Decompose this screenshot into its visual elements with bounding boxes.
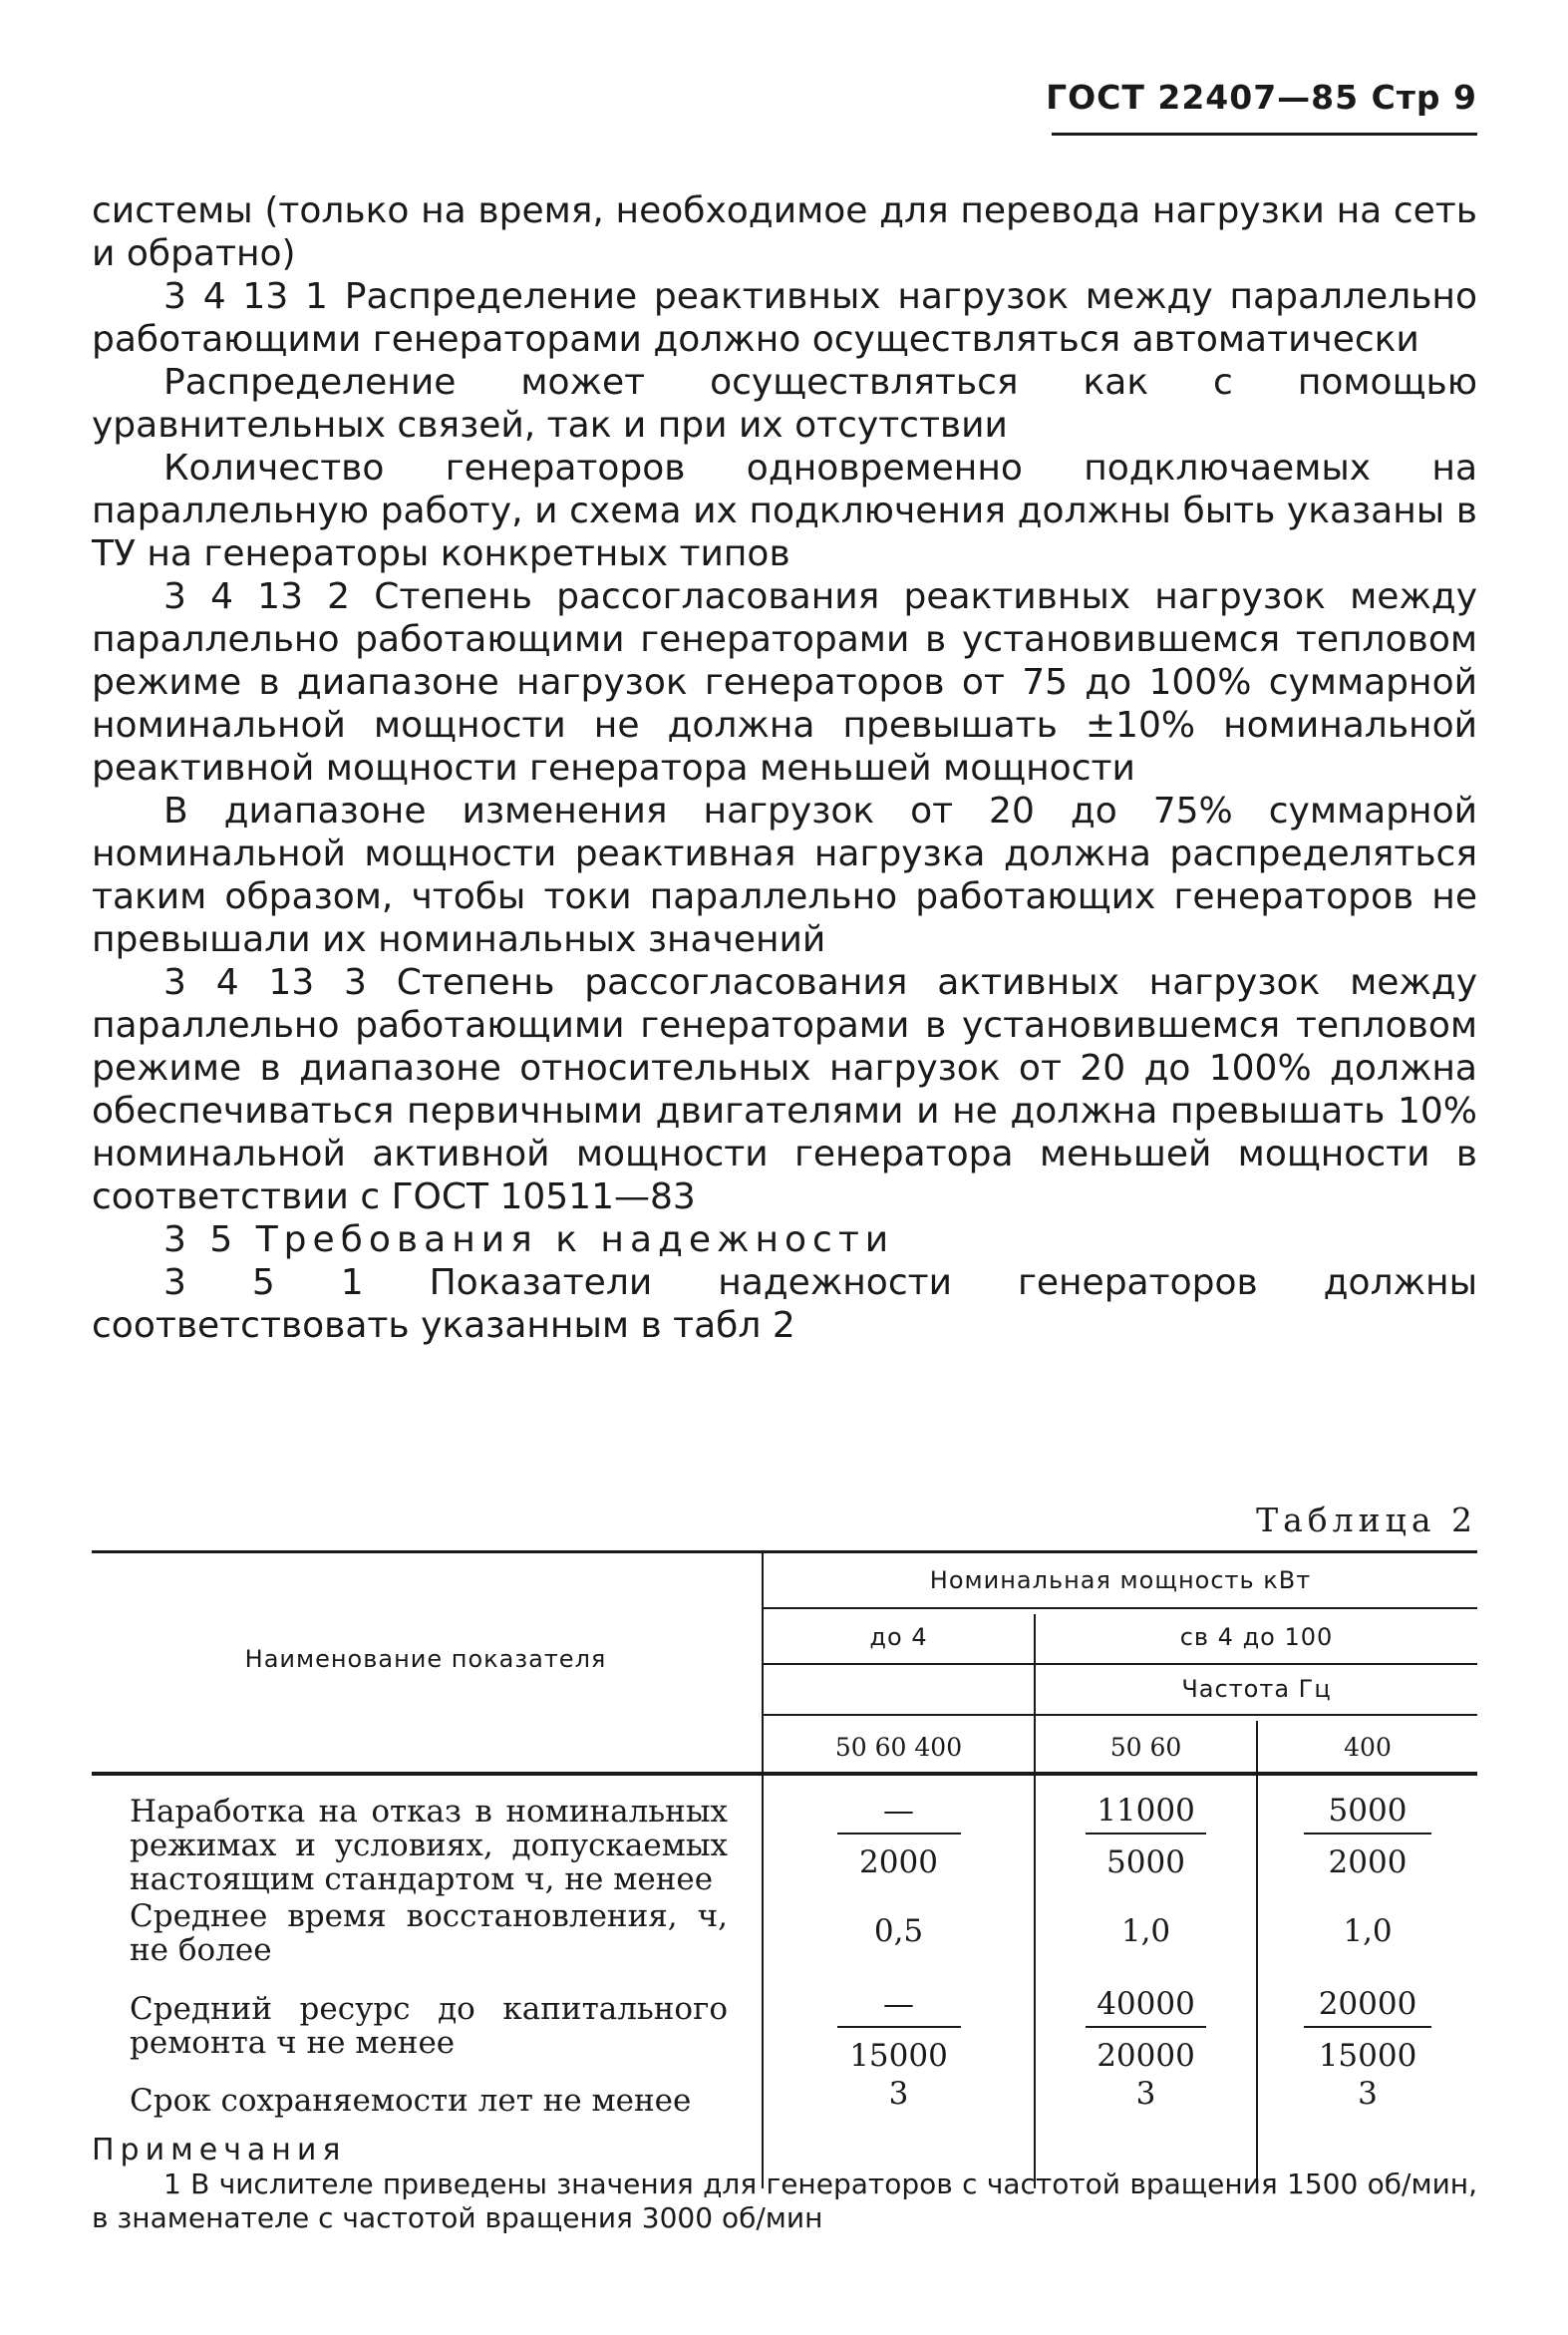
value-recovery-c: 1,0: [1343, 1913, 1393, 1949]
table-top-rule: [92, 1550, 1477, 1553]
freq-400: 400: [1344, 1733, 1392, 1762]
table-vline: [1256, 1721, 1258, 2188]
table-notes: [92, 2134, 1477, 2235]
table-header-bottom-rule: [92, 1772, 1477, 1776]
header-rule: [1052, 133, 1477, 136]
value-recovery-b: 1,0: [1120, 1913, 1171, 1949]
header-indicator: Наименование показателя: [244, 1645, 607, 1673]
paragraph: 3 5 1 Показатели надежности генераторов должны соответствовать указанным в табл 2: [92, 1262, 1477, 1346]
page-header: ГОСТ 22407—85 Стр 9: [1046, 78, 1477, 117]
value-numerator: —: [883, 1793, 914, 1829]
row-label-recovery: Среднее время восстановления, ч, не более: [130, 1898, 728, 1968]
value-storage-c: 3: [1358, 2076, 1378, 2112]
section-heading: 3 5 Требования к надежности: [163, 1219, 895, 1260]
row-label-mtbf: Наработка на отказ в номинальных режимах и условиях, допускаемых настоящим стандартом ч, не менее: [130, 1794, 728, 1897]
value-storage-b: 3: [1135, 2076, 1156, 2112]
value-denominator: 20000: [1097, 2038, 1195, 2074]
value-denominator: 2000: [1328, 1844, 1408, 1880]
value-denominator: 5000: [1106, 1844, 1185, 1880]
notes-title: Примечания: [92, 2133, 347, 2168]
note-1: 1 В числителе приведены значения для генераторов с частотой вращения 1500 об/мин, в знаменателе с частотой вращения 3000 об/мин: [92, 2168, 1477, 2234]
value-numerator: 11000: [1097, 1793, 1195, 1829]
header-power: Номинальная мощность кВт: [929, 1566, 1312, 1594]
table-hline: [764, 1663, 1477, 1665]
reliability-table: [92, 1550, 1477, 2193]
fraction-line: [837, 1833, 961, 1835]
freq-50-60-400: 50 60 400: [834, 1733, 963, 1762]
value-numerator: 20000: [1318, 1986, 1417, 2022]
fraction-line: [1086, 2026, 1206, 2028]
header-up-to-4: до 4: [869, 1623, 928, 1651]
value-numerator: 5000: [1328, 1793, 1408, 1829]
freq-50-60: 50 60: [1109, 1733, 1182, 1762]
value-denominator: 2000: [859, 1844, 938, 1880]
paragraph: В диапазоне изменения нагрузок от 20 до 75% суммарной номинальной мощности реактивная нагрузка должна распределяться таким образом, чтобы токи параллельно работающих генераторов не превышали их номинальных значений: [92, 791, 1477, 960]
header-frequency: Частота Гц: [1181, 1675, 1332, 1703]
row-label-storage: Срок сохраняемости лет не менее: [130, 2083, 692, 2119]
value-denominator: 15000: [849, 2038, 948, 2074]
table-hline: [764, 1714, 1477, 1716]
value-numerator: —: [883, 1986, 914, 2022]
paragraph: Количество генераторов одновременно подключаемых на параллельную работу, и схема их подключения должны быть указаны в ТУ на генераторы конкретных типов: [92, 448, 1477, 574]
value-storage-a: 3: [888, 2076, 909, 2112]
table-hline: [764, 1607, 1477, 1609]
paragraph: 3 4 13 1 Распределение реактивных нагрузок между параллельно работающими генераторами должно осуществляться автоматически: [92, 276, 1477, 360]
value-numerator: 40000: [1097, 1986, 1195, 2022]
paragraph: 3 4 13 2 Степень рассогласования реактивных нагрузок между параллельно работающими генераторами в установившемся тепловом режиме в диапазоне нагрузок генераторов от 75 до 100% суммарной номинальной мощности не должна превышать ±10% номинальной реактивной мощности генератора меньшей мощности: [92, 576, 1477, 789]
paragraph: системы (только на время, необходимое для перевода нагрузки на сеть и обратно): [92, 190, 1477, 274]
fraction-line: [1086, 1833, 1206, 1835]
value-denominator: 15000: [1318, 2038, 1417, 2074]
table-title: Таблица 2: [1256, 1501, 1477, 1539]
value-recovery-a: 0,5: [873, 1913, 924, 1949]
body-text: [92, 189, 1477, 1347]
fraction-line: [1304, 2026, 1431, 2028]
fraction-line: [1304, 1833, 1431, 1835]
paragraph: 3 4 13 3 Степень рассогласования активных нагрузок между параллельно работающими генераторами в установившемся тепловом режиме в диапазоне относительных нагрузок от 20 до 100% должна обеспечиваться первичными двигателями и не должна превышать 10% номинальной активной мощности генератора меньшей мощности в соответствии с ГОСТ 10511—83: [92, 962, 1477, 1217]
row-label-resource: Средний ресурс до капитального ремонта ч не менее: [130, 1991, 728, 2061]
fraction-line: [837, 2026, 961, 2028]
header-4-to-100: св 4 до 100: [1179, 1623, 1334, 1651]
paragraph: Распределение может осуществляться как с помощью уравнительных связей, так и при их отсутствии: [92, 362, 1477, 446]
